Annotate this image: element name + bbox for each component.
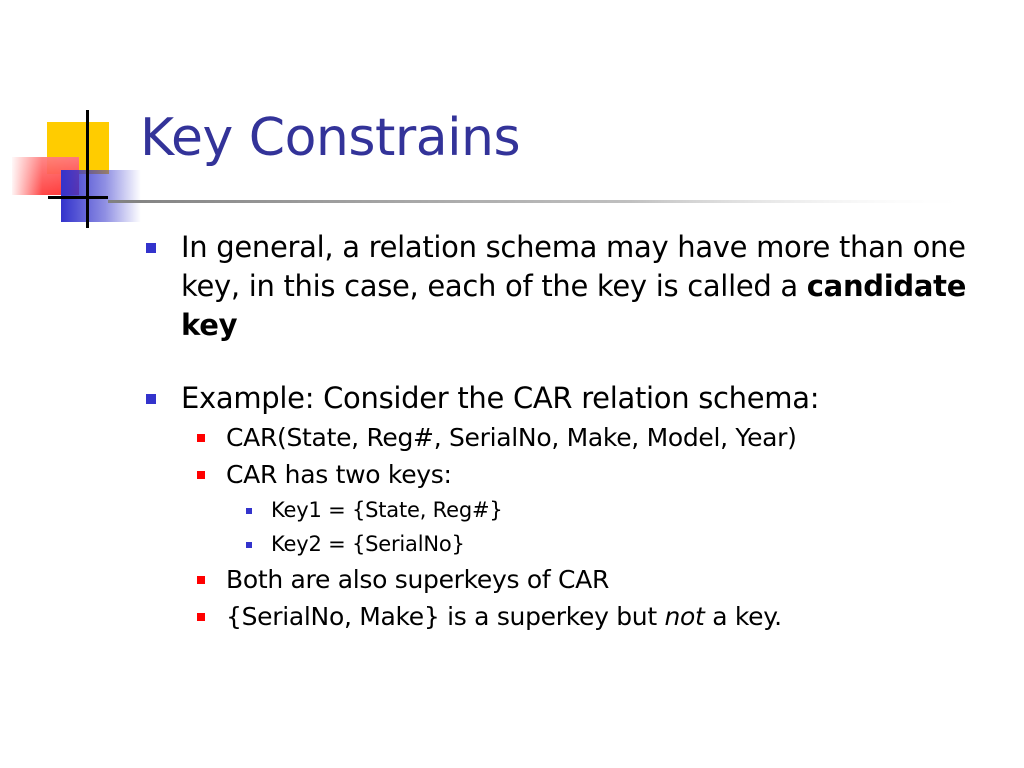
sub-bullet-superkey-not-key [195,598,1000,635]
candidate-key-term: candidate key [181,269,967,342]
sub-sub-bullet-key1 [241,493,1000,527]
slide-content [140,228,1000,635]
square-bullet-icon [197,613,205,621]
corner-accent-graphic [12,110,141,228]
square-bullet-icon [246,542,252,548]
sub-bullet-schema-text: CAR(State, Reg#, SerialNo, Make, Model, Year) [226,423,797,452]
sub-bullet-superkeys [195,561,1000,598]
sub-bullet-superkey-text-after: a key. [704,602,782,631]
sub-bullet-superkey-text-before: {SerialNo, Make} is a superkey but [226,602,665,631]
sub-bullet-superkeys-text: Both are also superkeys of CAR [226,565,610,594]
sub-bullet-schema [195,419,1000,456]
square-bullet-icon [197,471,205,479]
square-bullet-icon [197,434,205,442]
accent-vertical-line [86,110,89,228]
square-bullet-icon [246,508,252,514]
not-emphasis: not [664,602,705,631]
bullet-example [140,379,1000,418]
accent-horizontal-line [48,196,108,199]
sub-sub-bullet-key1-text: Key1 = {State, Reg#} [271,498,503,522]
bullet-example-text: Example: Consider the CAR relation schema: [181,381,820,415]
slide-title: Key Constrains [140,108,521,168]
square-bullet-icon [146,394,156,404]
sub-bullet-two-keys [195,456,1000,493]
sub-sub-bullet-key2 [241,527,1000,561]
bullet-candidate-key [140,228,1000,345]
sub-sub-bullet-key2-text: Key2 = {SerialNo} [271,532,465,556]
title-underline [108,200,978,203]
bullet-candidate-key-text: In general, a relation schema may have more than one key, in this case, each of the key is called a [181,230,966,303]
square-bullet-icon [197,576,205,584]
sub-bullet-two-keys-text: CAR has two keys: [226,460,452,489]
square-bullet-icon [146,243,156,253]
